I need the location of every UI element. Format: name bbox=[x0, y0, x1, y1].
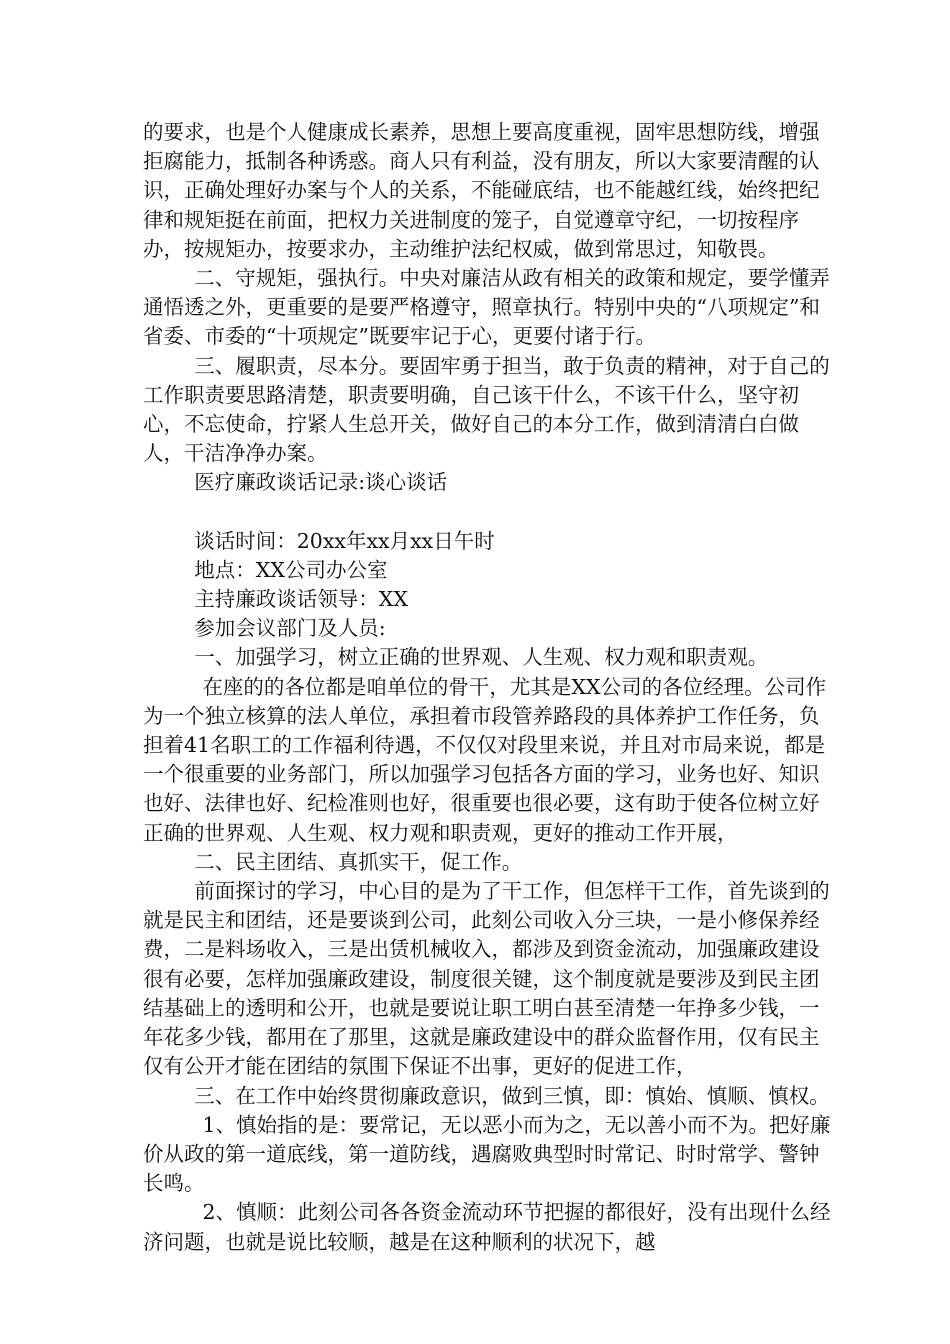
paragraph-duty-responsibility: 三、履职责，尽本分。要固牢勇于担当，敢于负责的精神，对于自己的工作职责要思路清楚，职责要明确，自己该干什么，不该干什么，坚守初心，不忘使命，拧紧人生总开关，做好自己的本分工作，做到清清白白做人，干洁净净办案。 bbox=[143, 353, 830, 466]
paragraph-discipline-continued: 的要求，也是个人健康成长素养，思想上要高度重视，固牢思想防线，增强拒腐能力，抵制各种诱惑。商人只有利益，没有朋友，所以大家要清醒的认识，正确处理好办案与个人的关系，不能碰底结，也不能越红线，始终把纪律和规矩挺在前面，把权力关进制度的笼子，自觉遵章守纪，一切按程序办，按规矩办，按要求办，主动维护法纪权威，做到常思过，知敬畏。 bbox=[143, 120, 820, 261]
paragraph-democracy-unity: 前面探讨的学习，中心目的是为了干工作，但怎样干工作，首先谈到的就是民主和团结，还是要谈到公司，此刻公司收入分三块，一是小修保养经费，二是料场收入，三是出赁机械收入，都涉及到资金流动，加强廉政建设很有必要，怎样加强廉政建设，制度很关键，这个制度就是要涉及到民主团结基础上的透明和公开，也就是要说让职工明白甚至清楚一年挣多少钱，一年花多少钱，都用在了那里，这就是廉政建设中的群众监督作用，仅有民主仅有公开才能在团结的氛围下保证不出事，更好的促进工作， bbox=[143, 879, 830, 1079]
paragraph-learning: 在座的的各位都是咱单位的骨干，尤其是XX公司的各位经理。公司作为一个独立核算的法人单位，承担着市段管养路段的具体养护工作任务，负担着41名职工的工作福利待遇，不仅仅对段里来说，并且对市局来说，都是一个很重要的业务部门，所以加强学习包括各方面的学习，业务也好、知识也好、法律也好、纪检准则也好，很重要也很必要，这有助于使各位树立好正确的世界观、人生观、权力观和职责观，更好的推动工作开展， bbox=[143, 674, 827, 845]
meeting-attendees: 参加会议部门及人员: bbox=[194, 616, 386, 641]
meeting-location: 地点：XX公司办公室 bbox=[194, 557, 388, 582]
heading-democracy-unity: 二、民主团结、真抓实干，促工作。 bbox=[194, 849, 523, 874]
heading-learning: 一、加强学习，树立正确的世界观、人生观、权力观和职责观。 bbox=[194, 645, 769, 670]
paragraph-caution-smoothness: 2、慎顺：此刻公司各各资金流动环节把握的都很好，没有出现什么经济问题，也就是说比较顺，越是在这种顺利的状况下，越 bbox=[143, 1200, 831, 1254]
heading-three-cautions: 三、在工作中始终贯彻廉政意识，做到三慎，即：慎始、慎顺、慎权。 bbox=[194, 1083, 830, 1108]
meeting-time: 谈话时间：20xx年xx月xx日午时 bbox=[194, 528, 495, 553]
section-title: 医疗廉政谈话记录:谈心谈话 bbox=[194, 470, 448, 495]
meeting-host: 主持廉政谈话领导：XX bbox=[194, 587, 408, 612]
document-body bbox=[143, 118, 833, 1257]
paragraph-caution-beginning: 1、慎始指的是：要常记，无以恶小而为之，无以善小而不为。把好廉价从政的第一道底线，第一道防线，遇腐败典型时时常记、时时常学、警钟长鸣。 bbox=[143, 1112, 831, 1196]
blank-line bbox=[143, 498, 833, 527]
paragraph-rules-execution: 二、守规矩，强执行。中央对廉洁从政有相关的政策和规定，要学懂弄通悟透之外，更重要的是要严格遵守，照章执行。特别中央的“八项规定”和省委、市委的“十项规定”既要牢记于心，更要付诸于行。 bbox=[143, 266, 830, 349]
